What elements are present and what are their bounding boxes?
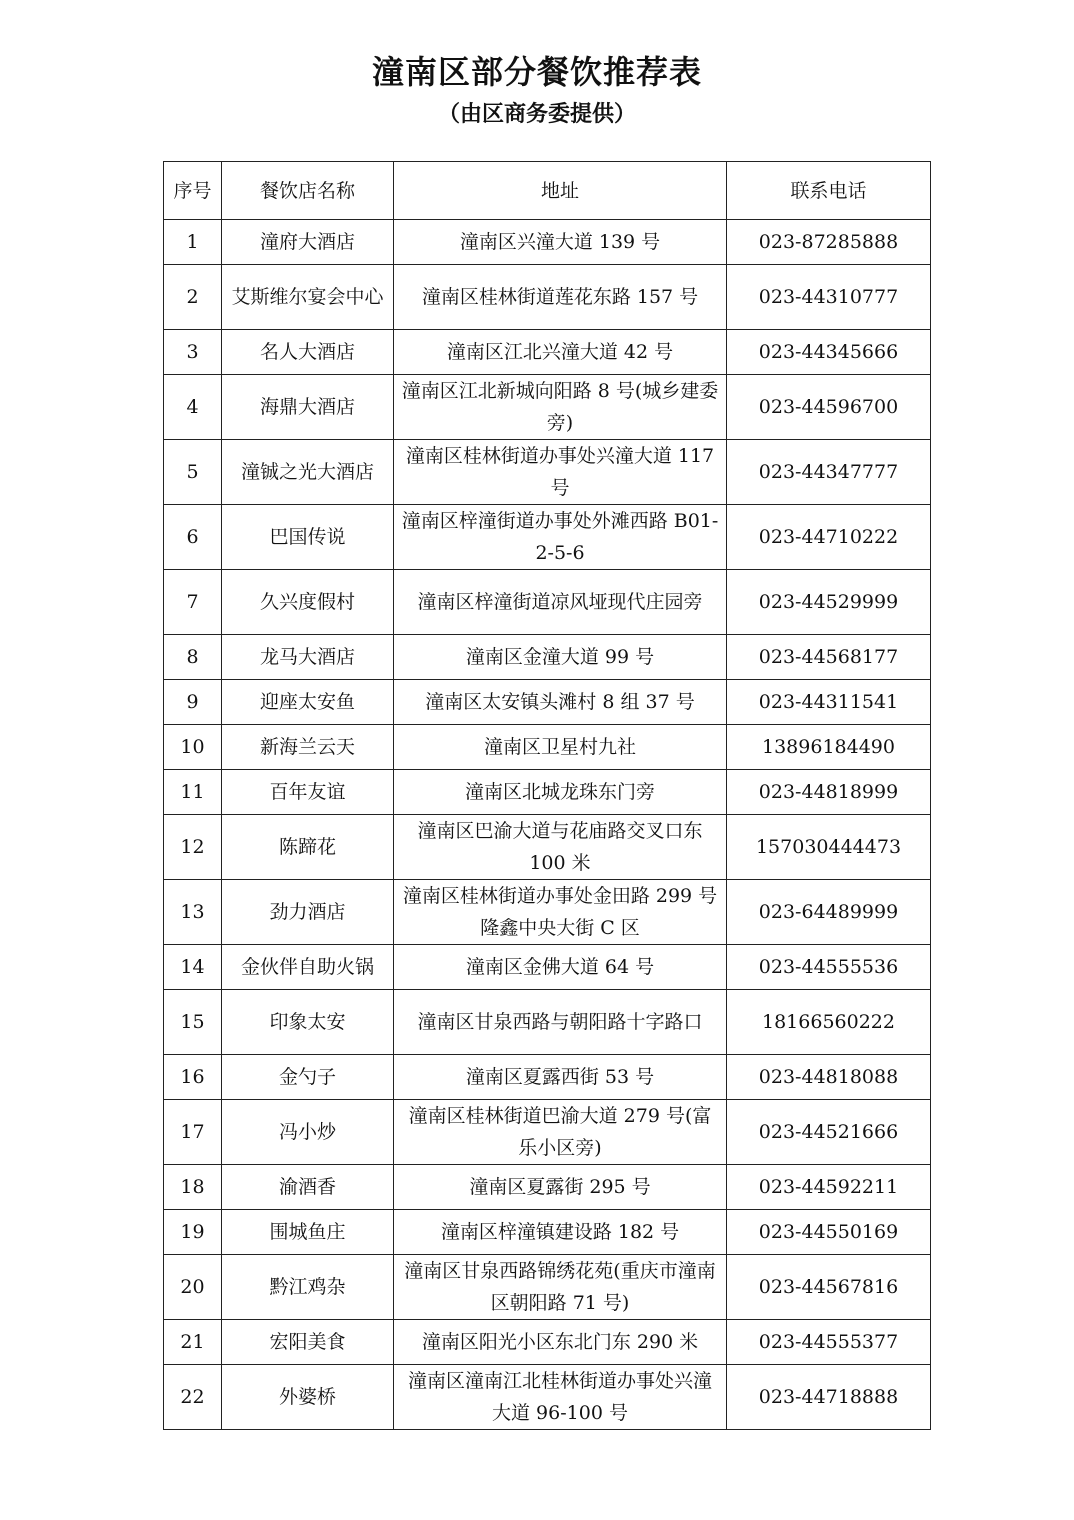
restaurant-phone: 023-44529999: [727, 570, 931, 635]
row-number: 18: [164, 1165, 222, 1210]
restaurant-phone: 13896184490: [727, 725, 931, 770]
row-number: 20: [164, 1255, 222, 1320]
restaurant-address: 潼南区金佛大道 64 号: [394, 945, 727, 990]
restaurant-address: 潼南区金潼大道 99 号: [394, 635, 727, 680]
restaurant-name: 潼府大酒店: [222, 220, 394, 265]
restaurant-address: 潼南区桂林街道巴渝大道 279 号(富乐小区旁): [394, 1100, 727, 1165]
restaurant-address: 潼南区梓潼街道凉风垭现代庄园旁: [394, 570, 727, 635]
row-number: 22: [164, 1365, 222, 1430]
restaurant-name: 艾斯维尔宴会中心: [222, 265, 394, 330]
row-number: 17: [164, 1100, 222, 1165]
restaurant-address: 潼南区甘泉西路与朝阳路十字路口: [394, 990, 727, 1055]
header-seq: 序号: [164, 162, 222, 220]
restaurant-phone: 023-44818999: [727, 770, 931, 815]
table-row: [164, 505, 931, 570]
restaurant-address: 潼南区太安镇头滩村 8 组 37 号: [394, 680, 727, 725]
restaurant-address: 潼南区北城龙珠东门旁: [394, 770, 727, 815]
row-number: 1: [164, 220, 222, 265]
restaurant-phone: 023-44718888: [727, 1365, 931, 1430]
restaurant-address: 潼南区潼南江北桂林街道办事处兴潼大道 96-100 号: [394, 1365, 727, 1430]
table-row: [164, 220, 931, 265]
row-number: 3: [164, 330, 222, 375]
restaurant-address: 潼南区卫星村九社: [394, 725, 727, 770]
restaurant-phone: 023-44568177: [727, 635, 931, 680]
row-number: 9: [164, 680, 222, 725]
restaurant-address: 潼南区梓潼镇建设路 182 号: [394, 1210, 727, 1255]
restaurant-address: 潼南区甘泉西路锦绣花苑(重庆市潼南区朝阳路 71 号): [394, 1255, 727, 1320]
row-number: 7: [164, 570, 222, 635]
page-title: 潼南区部分餐饮推荐表: [371, 53, 702, 91]
restaurant-phone: 023-87285888: [727, 220, 931, 265]
table-row: [164, 440, 931, 505]
restaurant-phone: 023-64489999: [727, 880, 931, 945]
table-row: [164, 680, 931, 725]
table-row: [164, 330, 931, 375]
row-number: 14: [164, 945, 222, 990]
restaurant-phone: 023-44596700: [727, 375, 931, 440]
restaurant-name: 久兴度假村: [222, 570, 394, 635]
row-number: 19: [164, 1210, 222, 1255]
restaurant-name: 印象太安: [222, 990, 394, 1055]
row-number: 11: [164, 770, 222, 815]
restaurant-address: 潼南区江北新城向阳路 8 号(城乡建委旁): [394, 375, 727, 440]
row-number: 13: [164, 880, 222, 945]
table-row: [164, 375, 931, 440]
table-header-row: [164, 162, 931, 220]
row-number: 21: [164, 1320, 222, 1365]
table-row: [164, 265, 931, 330]
restaurant-phone: 023-44818088: [727, 1055, 931, 1100]
restaurant-phone: 023-44347777: [727, 440, 931, 505]
restaurant-address: 潼南区兴潼大道 139 号: [394, 220, 727, 265]
table-row: [164, 1165, 931, 1210]
row-number: 16: [164, 1055, 222, 1100]
restaurant-name: 巴国传说: [222, 505, 394, 570]
page-subtitle: （由区商务委提供）: [437, 101, 636, 127]
restaurant-phone: 023-44550169: [727, 1210, 931, 1255]
restaurant-name: 宏阳美食: [222, 1320, 394, 1365]
restaurant-address: 潼南区梓潼街道办事处外滩西路 B01-2-5-6: [394, 505, 727, 570]
restaurant-address: 潼南区巴渝大道与花庙路交叉口东 100 米: [394, 815, 727, 880]
table-row: [164, 725, 931, 770]
restaurant-name: 龙马大酒店: [222, 635, 394, 680]
row-number: 2: [164, 265, 222, 330]
table-row: [164, 815, 931, 880]
restaurant-address: 潼南区夏露西街 53 号: [394, 1055, 727, 1100]
row-number: 15: [164, 990, 222, 1055]
row-number: 8: [164, 635, 222, 680]
table-row: [164, 1365, 931, 1430]
restaurant-name: 黔江鸡杂: [222, 1255, 394, 1320]
restaurant-address: 潼南区阳光小区东北门东 290 米: [394, 1320, 727, 1365]
restaurant-address: 潼南区桂林街道办事处金田路 299 号隆鑫中央大街 C 区: [394, 880, 727, 945]
row-number: 4: [164, 375, 222, 440]
restaurant-phone: 023-44521666: [727, 1100, 931, 1165]
restaurant-address: 潼南区夏露街 295 号: [394, 1165, 727, 1210]
table-row: [164, 570, 931, 635]
table-row: [164, 945, 931, 990]
header-name: 餐饮店名称: [222, 162, 394, 220]
restaurant-name: 外婆桥: [222, 1365, 394, 1430]
restaurant-phone: 023-44710222: [727, 505, 931, 570]
table-row: [164, 1255, 931, 1320]
restaurant-name: 金伙伴自助火锅: [222, 945, 394, 990]
restaurant-phone: 18166560222: [727, 990, 931, 1055]
restaurant-name: 金勺子: [222, 1055, 394, 1100]
table-row: [164, 880, 931, 945]
header-address: 地址: [394, 162, 727, 220]
restaurant-name: 迎座太安鱼: [222, 680, 394, 725]
header-phone: 联系电话: [727, 162, 931, 220]
restaurant-name: 陈蹄花: [222, 815, 394, 880]
restaurant-phone: 023-44555377: [727, 1320, 931, 1365]
row-number: 6: [164, 505, 222, 570]
restaurant-phone: 023-44555536: [727, 945, 931, 990]
restaurant-name: 新海兰云天: [222, 725, 394, 770]
restaurant-name: 围城鱼庄: [222, 1210, 394, 1255]
row-number: 10: [164, 725, 222, 770]
table-row: [164, 1210, 931, 1255]
restaurant-name: 海鼎大酒店: [222, 375, 394, 440]
table-row: [164, 1100, 931, 1165]
restaurant-phone: 023-44311541: [727, 680, 931, 725]
restaurant-name: 冯小炒: [222, 1100, 394, 1165]
table-row: [164, 635, 931, 680]
restaurant-address: 潼南区桂林街道莲花东路 157 号: [394, 265, 727, 330]
row-number: 12: [164, 815, 222, 880]
restaurant-name: 渝酒香: [222, 1165, 394, 1210]
restaurant-table: [163, 161, 931, 1430]
restaurant-phone: 023-44592211: [727, 1165, 931, 1210]
table-row: [164, 770, 931, 815]
table-row: [164, 1055, 931, 1100]
restaurant-name: 百年友谊: [222, 770, 394, 815]
table-row: [164, 990, 931, 1055]
restaurant-name: 潼铖之光大酒店: [222, 440, 394, 505]
restaurant-phone: 023-44345666: [727, 330, 931, 375]
restaurant-phone: 157030444473: [727, 815, 931, 880]
row-number: 5: [164, 440, 222, 505]
restaurant-address: 潼南区桂林街道办事处兴潼大道 117 号: [394, 440, 727, 505]
table-row: [164, 1320, 931, 1365]
restaurant-phone: 023-44567816: [727, 1255, 931, 1320]
restaurant-name: 劲力酒店: [222, 880, 394, 945]
restaurant-phone: 023-44310777: [727, 265, 931, 330]
restaurant-address: 潼南区江北兴潼大道 42 号: [394, 330, 727, 375]
restaurant-name: 名人大酒店: [222, 330, 394, 375]
